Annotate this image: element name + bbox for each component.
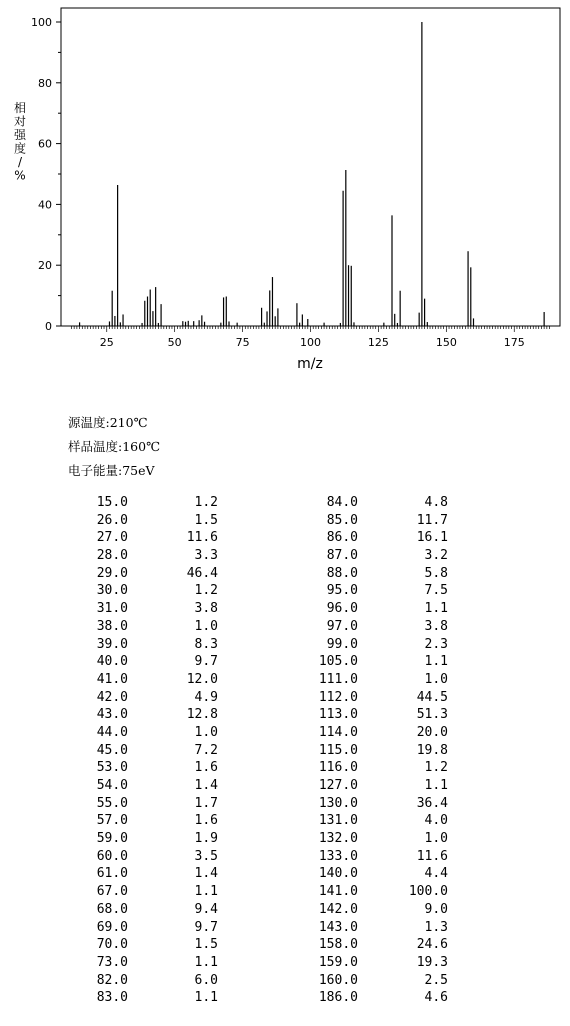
table-row: [80, 848, 240, 866]
table-row: [310, 901, 470, 919]
table-row: [80, 600, 240, 618]
table-row: [310, 529, 470, 547]
x-tick-label: 50: [167, 336, 182, 349]
intensity-value: 1.1: [424, 654, 448, 670]
intensity-value: 2.5: [424, 972, 448, 988]
mz-value: 57.0: [96, 813, 128, 829]
intensity-value: 4.9: [194, 689, 218, 705]
intensity-value: 11.6: [186, 530, 218, 546]
mz-value: 41.0: [96, 671, 128, 687]
table-row: [310, 812, 470, 830]
intensity-value: 5.8: [424, 565, 448, 581]
mz-value: 127.0: [318, 778, 358, 793]
intensity-value: 1.4: [194, 866, 218, 882]
y-tick-label: 0: [45, 320, 52, 333]
mz-value: 131.0: [318, 813, 358, 829]
intensity-value: 3.8: [424, 618, 448, 634]
mz-value: 67.0: [96, 884, 128, 900]
mz-value: 28.0: [96, 548, 128, 564]
table-row: [80, 759, 240, 777]
mz-value: 87.0: [326, 548, 358, 564]
intensity-value: 9.4: [194, 901, 218, 917]
y-axis-label-char: 度: [13, 141, 27, 156]
table-row: [310, 600, 470, 618]
table-row: [310, 689, 470, 707]
y-axis-label-char: /: [17, 155, 23, 169]
mz-value: 73.0: [96, 954, 128, 970]
y-tick-label: 60: [38, 137, 52, 151]
table-row: [80, 919, 240, 937]
mz-value: 115.0: [318, 742, 358, 758]
peak-table-right: [310, 494, 470, 1007]
intensity-value: 1.1: [194, 884, 218, 900]
mz-value: 54.0: [96, 778, 128, 793]
intensity-value: 46.4: [186, 565, 218, 581]
y-axis-label: [14, 100, 27, 183]
table-row: [310, 582, 470, 600]
intensity-value: 51.3: [416, 707, 448, 723]
sample-temperature: 样品温度:160℃: [68, 439, 161, 454]
mz-value: 132.0: [318, 831, 358, 847]
mz-value: 53.0: [96, 760, 128, 776]
table-row: [310, 972, 470, 990]
table-row: [80, 989, 240, 1007]
intensity-value: 1.0: [194, 618, 218, 634]
mz-value: 140.0: [318, 866, 358, 882]
table-row: [310, 547, 470, 565]
x-tick-label: 175: [503, 336, 525, 349]
table-row: [310, 671, 470, 689]
table-row: [80, 512, 240, 530]
mz-value: 113.0: [318, 707, 358, 723]
mz-value: 82.0: [96, 972, 128, 988]
mz-value: 31.0: [96, 601, 128, 617]
intensity-value: 9.0: [424, 901, 448, 917]
mz-value: 39.0: [96, 636, 128, 652]
intensity-value: 1.0: [424, 831, 448, 847]
table-row: [310, 565, 470, 583]
intensity-value: 1.6: [194, 813, 218, 829]
table-row: [80, 582, 240, 600]
table-row: [80, 812, 240, 830]
intensity-value: 1.2: [424, 760, 448, 776]
table-row: [310, 883, 470, 901]
intensity-value: 1.1: [194, 990, 218, 1006]
x-tick-label: 75: [235, 336, 250, 349]
intensity-value: 3.2: [424, 548, 448, 564]
table-row: [310, 795, 470, 813]
y-tick-label: 40: [38, 198, 52, 212]
electron-energy: 电子能量:75eV: [68, 463, 155, 478]
table-row: [310, 865, 470, 883]
table-row: [310, 759, 470, 777]
mz-value: 130.0: [318, 795, 358, 811]
table-row: [80, 901, 240, 919]
table-row: [310, 636, 470, 654]
mz-value: 44.0: [96, 724, 128, 740]
table-row: [80, 671, 240, 689]
mz-value: 83.0: [96, 990, 128, 1006]
table-row: [310, 830, 470, 848]
intensity-value: 3.5: [194, 848, 218, 864]
intensity-value: 1.9: [194, 831, 218, 847]
mz-value: 26.0: [96, 512, 128, 528]
y-axis-label-char: %: [14, 168, 26, 183]
intensity-value: 8.3: [194, 636, 218, 652]
table-row: [310, 494, 470, 512]
intensity-value: 6.0: [194, 972, 218, 988]
y-axis-label-char: 对: [13, 114, 27, 129]
intensity-value: 4.0: [424, 813, 448, 829]
mz-value: 95.0: [326, 583, 358, 599]
table-row: [310, 706, 470, 724]
intensity-value: 1.3: [424, 919, 448, 935]
table-row: [80, 618, 240, 636]
table-row: [80, 830, 240, 848]
source-temperature: 源温度:210℃: [68, 415, 148, 430]
table-row: [310, 919, 470, 937]
intensity-value: 7.5: [424, 583, 448, 599]
mz-value: 142.0: [318, 901, 358, 917]
table-row: [310, 848, 470, 866]
table-row: [310, 724, 470, 742]
mz-value: 40.0: [96, 654, 128, 670]
intensity-value: 12.0: [186, 671, 218, 687]
intensity-value: 100.0: [408, 884, 448, 900]
intensity-value: 7.2: [194, 742, 218, 758]
mz-value: 97.0: [326, 618, 358, 634]
table-row: [310, 653, 470, 671]
intensity-value: 24.6: [416, 937, 448, 953]
mz-value: 15.0: [96, 495, 128, 510]
intensity-value: 1.5: [194, 512, 218, 528]
mz-value: 141.0: [318, 884, 358, 900]
x-axis: [71, 326, 549, 349]
table-row: [80, 936, 240, 954]
intensity-value: 4.8: [424, 495, 448, 510]
table-row: [80, 883, 240, 901]
table-row: [310, 989, 470, 1007]
y-tick-label: 20: [38, 259, 52, 273]
mz-value: 30.0: [96, 583, 128, 599]
intensity-value: 1.5: [194, 937, 218, 953]
table-row: [310, 512, 470, 530]
x-tick-label: 125: [367, 336, 389, 349]
mz-value: 84.0: [326, 495, 358, 510]
mz-value: 55.0: [96, 795, 128, 811]
intensity-value: 9.7: [194, 919, 218, 935]
mz-value: 86.0: [326, 530, 358, 546]
table-row: [80, 706, 240, 724]
table-row: [80, 724, 240, 742]
intensity-value: 3.8: [194, 601, 218, 617]
mass-spectrum-chart: [0, 0, 570, 380]
plot-frame: [61, 8, 560, 326]
x-tick-label: 150: [435, 336, 457, 349]
x-tick-label: 100: [300, 336, 321, 349]
x-tick-label: 25: [99, 336, 114, 349]
intensity-value: 9.7: [194, 654, 218, 670]
intensity-value: 44.5: [416, 689, 448, 705]
intensity-value: 20.0: [416, 724, 448, 740]
peak-table-left: [80, 494, 240, 1007]
mz-value: 111.0: [318, 671, 358, 687]
table-row: [80, 547, 240, 565]
mz-value: 105.0: [318, 654, 358, 670]
intensity-value: 36.4: [416, 795, 448, 811]
intensity-value: 1.0: [194, 724, 218, 740]
mz-value: 133.0: [318, 848, 358, 864]
mz-value: 29.0: [96, 565, 128, 581]
mz-value: 88.0: [326, 565, 358, 581]
intensity-value: 19.8: [416, 742, 448, 758]
y-axis-label-char: 强: [13, 128, 27, 142]
intensity-value: 2.3: [424, 636, 448, 652]
intensity-value: 1.7: [194, 795, 218, 811]
mz-value: 159.0: [318, 954, 358, 970]
mz-value: 43.0: [96, 707, 128, 723]
table-row: [80, 689, 240, 707]
intensity-value: 1.1: [424, 778, 448, 793]
table-row: [80, 742, 240, 760]
y-tick-label: 100: [31, 16, 52, 29]
intensity-value: 1.6: [194, 760, 218, 776]
intensity-value: 4.4: [424, 866, 448, 882]
table-row: [310, 742, 470, 760]
table-row: [310, 618, 470, 636]
table-row: [80, 795, 240, 813]
table-row: [80, 529, 240, 547]
table-row: [310, 777, 470, 795]
intensity-value: 12.8: [186, 707, 218, 723]
x-axis-label: m/z: [297, 356, 323, 372]
mz-value: 99.0: [326, 636, 358, 652]
spectrum-peaks: [80, 22, 545, 326]
mz-value: 143.0: [318, 919, 358, 935]
intensity-value: 1.1: [194, 954, 218, 970]
mz-value: 186.0: [318, 990, 358, 1006]
intensity-value: 19.3: [416, 954, 448, 970]
mz-value: 114.0: [318, 724, 358, 740]
table-row: [80, 565, 240, 583]
mz-value: 112.0: [318, 689, 358, 705]
table-row: [80, 972, 240, 990]
mz-value: 42.0: [96, 689, 128, 705]
mz-value: 69.0: [96, 919, 128, 935]
intensity-value: 1.2: [194, 495, 218, 510]
intensity-value: 1.4: [194, 778, 218, 793]
table-row: [80, 494, 240, 512]
mz-value: 68.0: [96, 901, 128, 917]
table-row: [310, 936, 470, 954]
table-row: [80, 636, 240, 654]
mz-value: 38.0: [96, 618, 128, 634]
intensity-value: 4.6: [424, 990, 448, 1006]
intensity-value: 1.2: [194, 583, 218, 599]
intensity-value: 1.1: [424, 601, 448, 617]
mz-value: 45.0: [96, 742, 128, 758]
y-tick-label: 80: [38, 76, 52, 90]
y-axis: [31, 16, 61, 333]
mz-value: 116.0: [318, 760, 358, 776]
table-row: [80, 777, 240, 795]
mz-value: 59.0: [96, 831, 128, 847]
y-axis-label-char: 相: [13, 101, 27, 115]
mz-value: 70.0: [96, 937, 128, 953]
table-row: [310, 954, 470, 972]
intensity-value: 3.3: [194, 548, 218, 564]
intensity-value: 1.0: [424, 671, 448, 687]
mz-value: 61.0: [96, 866, 128, 882]
mz-value: 96.0: [326, 601, 358, 617]
intensity-value: 11.6: [416, 848, 448, 864]
intensity-value: 16.1: [416, 530, 448, 546]
intensity-value: 11.7: [416, 512, 448, 528]
mz-value: 158.0: [318, 937, 358, 953]
mz-value: 85.0: [326, 512, 358, 528]
mz-value: 60.0: [96, 848, 128, 864]
mz-value: 27.0: [96, 530, 128, 546]
table-row: [80, 865, 240, 883]
table-row: [80, 954, 240, 972]
mz-value: 160.0: [318, 972, 358, 988]
table-row: [80, 653, 240, 671]
